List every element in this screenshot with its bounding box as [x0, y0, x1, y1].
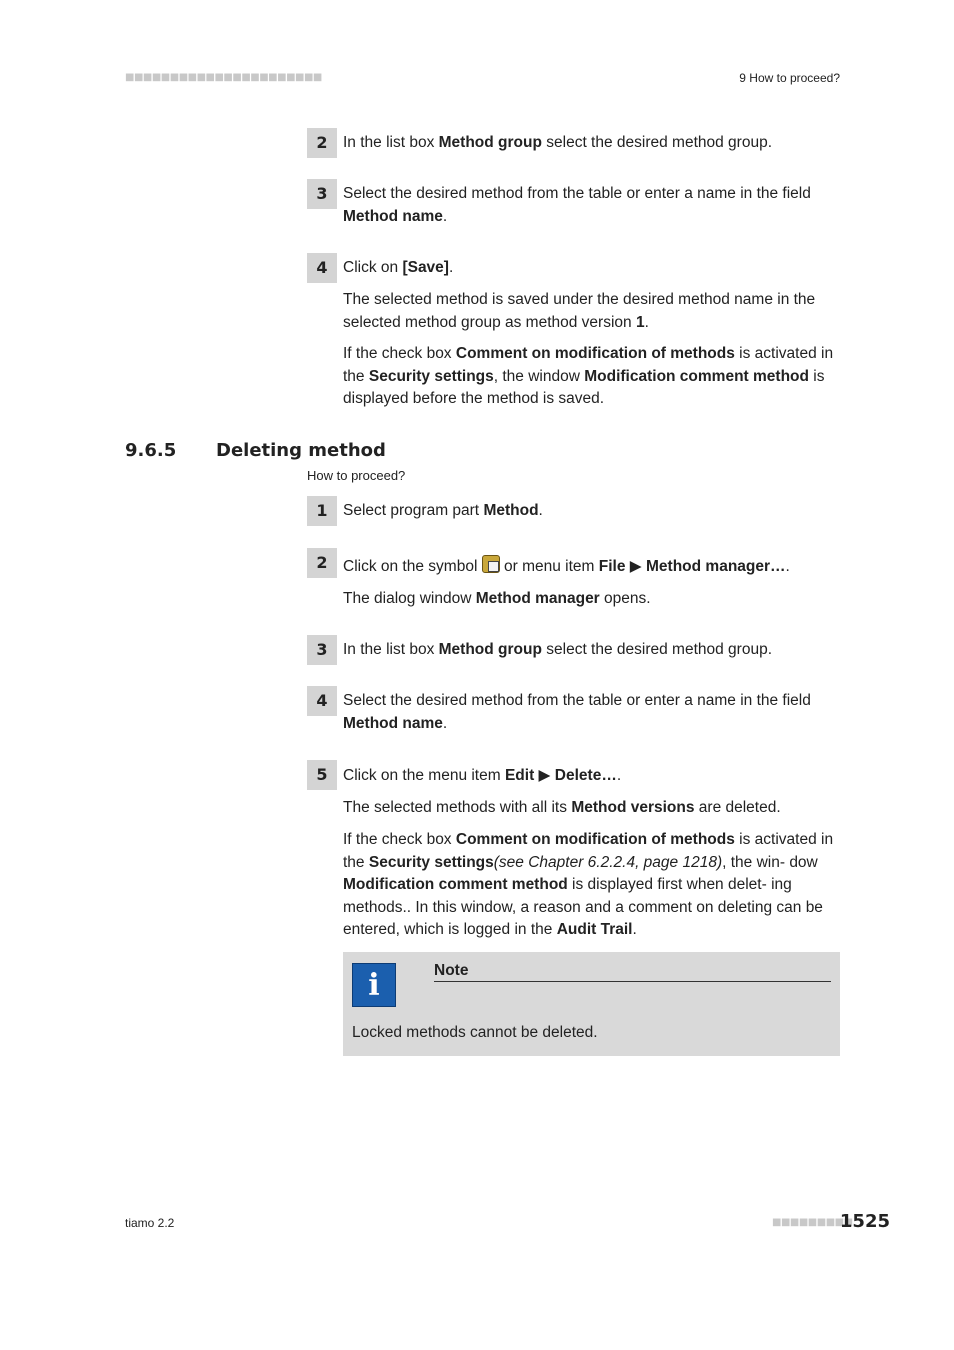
header-dots: ■■■■■■■■■■■■■■■■■■■■■■ — [125, 72, 322, 83]
step-number: 2 — [307, 128, 337, 158]
note-title: Note — [434, 962, 831, 982]
info-icon: i — [352, 963, 396, 1007]
section-number: 9.6.5 — [125, 440, 177, 461]
step-text: Select the desired method from the table or enter a name in the field Method name. — [343, 185, 811, 225]
step-text: In the list box Method group select the desired method group. — [343, 134, 773, 151]
method-manager-icon — [482, 555, 500, 573]
section-subtitle: How to proceed? — [307, 468, 406, 483]
footer-dots: ■■■■■■■■■ — [772, 1217, 853, 1228]
step-text: Click on the menu item Edit ▶ Delete…. — [343, 767, 622, 784]
result-paragraph: The selected method is saved under the desired method name in the selected method group as method version 1. — [343, 291, 816, 331]
step-text: In the list box Method group select the desired method group. — [343, 641, 773, 658]
note-box — [343, 952, 840, 1056]
step-number: 1 — [307, 496, 337, 526]
note-text: Locked methods cannot be deleted. — [352, 1024, 598, 1041]
step-number: 3 — [307, 635, 337, 665]
step-number: 4 — [307, 253, 337, 283]
step-text: Click on the symbol or menu item File ▶ Method manager…. — [343, 555, 843, 579]
step-number: 4 — [307, 686, 337, 716]
step-number: 5 — [307, 760, 337, 790]
deleted-paragraph: The selected methods with all its Method versions are deleted. — [343, 799, 781, 816]
header-chapter: 9 How to proceed? — [739, 71, 840, 85]
section-title: Deleting method — [216, 440, 386, 461]
dialog-opens-paragraph: The dialog window Method manager opens. — [343, 590, 651, 607]
step-text: Select the desired method from the table or enter a name in the field Method name. — [343, 692, 811, 732]
page-number: 1525 — [839, 1211, 890, 1232]
step-text: Select program part Method. — [343, 502, 543, 519]
step-number: 3 — [307, 179, 337, 209]
footer-product: tiamo 2.2 — [125, 1216, 175, 1230]
comment-paragraph: If the check box Comment on modification of methods is activated in the Security settings, the window Modification comment method is displayed before the method is saved. — [343, 345, 834, 407]
step-number: 2 — [307, 548, 337, 578]
comment-delete-paragraph: If the check box Comment on modification of methods is activated in the Security settings(see Chapter 6.2.2.4, page 1218), the win- dow Modification comment method is displayed first when delet- ing methods.. In this window, a reason and a comment on deleting can be entered, which is logged in the Audit Trail. — [343, 831, 834, 938]
step-text: Click on [Save]. — [343, 259, 454, 276]
